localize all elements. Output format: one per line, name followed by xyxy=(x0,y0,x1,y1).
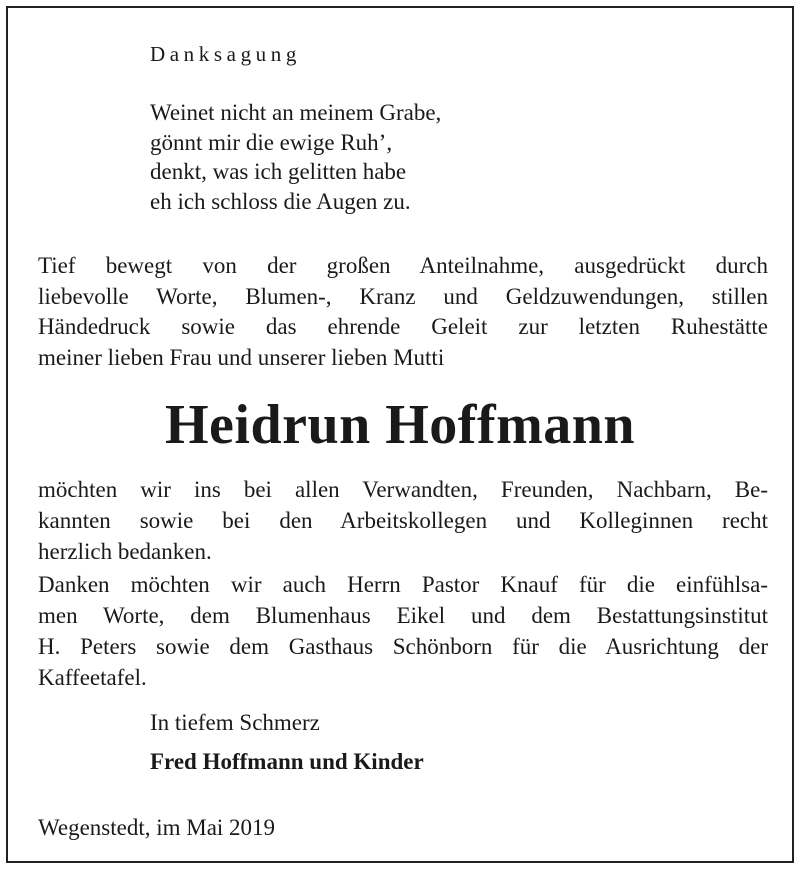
paragraph-line: Tief bewegt von der großen Anteilnahme, ausgedrückt durch xyxy=(38,253,768,278)
paragraph-line: H. Peters sowie dem Gasthaus Schönborn für die Ausrichtung der xyxy=(38,634,768,659)
paragraph-line: möchten wir ins bei allen Verwandten, Freunden, Nachbarn, Be- xyxy=(38,477,768,502)
thanks-paragraph-intro xyxy=(38,251,768,373)
thanks-paragraph-relatives xyxy=(38,474,768,567)
poem-line: Weinet nicht an meinem Grabe, xyxy=(150,100,442,125)
paragraph-line: kannten sowie bei den Arbeitskollegen und Kolleginnen recht xyxy=(38,508,768,533)
paragraph-line: Kaffeetafel. xyxy=(38,665,147,690)
place-and-date: Wegenstedt, im Mai 2019 xyxy=(38,815,276,840)
closing-line: In tiefem Schmerz xyxy=(150,710,320,735)
paragraph-line: liebevolle Worte, Blumen-, Kranz und Geldzuwendungen, stillen xyxy=(38,283,768,309)
paragraph-line: men Worte, dem Blumenhaus Eikel und dem Bestattungsinstitut xyxy=(38,603,768,628)
poem xyxy=(150,98,441,216)
signature: Fred Hoffmann und Kinder xyxy=(150,749,424,774)
poem-line: gönnt mir die ewige Ruh’, xyxy=(150,129,393,155)
poem-line: eh ich schloss die Augen zu. xyxy=(150,188,411,214)
paragraph-line: Händedruck sowie das ehrende Geleit zur letzten Ruhestätte xyxy=(38,314,768,339)
notice-heading: Danksagung xyxy=(150,42,301,66)
paragraph-line: meiner lieben Frau und unserer lieben Mutti xyxy=(38,344,445,370)
poem-line: denkt, was ich gelitten habe xyxy=(150,159,407,184)
deceased-name: Heidrun Hoffmann xyxy=(164,394,636,456)
paragraph-line: Danken möchten wir auch Herrn Pastor Knauf für die einfühlsa- xyxy=(38,572,768,597)
thanks-paragraph-services xyxy=(38,569,768,693)
paragraph-line: herzlich bedanken. xyxy=(38,539,212,564)
obituary-notice xyxy=(6,6,794,863)
